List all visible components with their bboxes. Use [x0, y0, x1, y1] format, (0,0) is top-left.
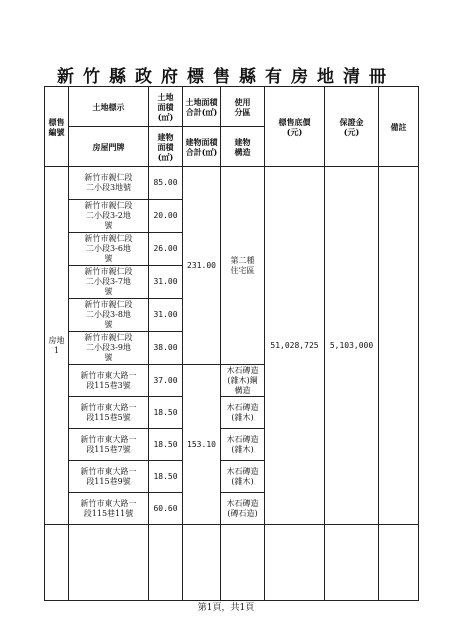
land-location: 新竹市親仁段二小段3-6地號: [69, 233, 149, 266]
land-location: 新竹市親仁段二小段3地號: [69, 167, 149, 200]
empty-cell: [149, 525, 183, 601]
property-sale-table: [44, 86, 419, 601]
header-reserve-price: 標售底價(元): [265, 87, 325, 167]
building-area-total: 153.10: [183, 365, 221, 525]
land-area: 31.00: [149, 299, 183, 332]
house-address: 新竹市東大路一段115巷7號: [69, 429, 149, 461]
house-address: 新竹市東大路一段115巷3號: [69, 365, 149, 397]
house-address: 新竹市東大路一段115巷11號: [69, 493, 149, 525]
header-remarks: 備註: [379, 87, 419, 167]
header-land-area-total: 土地面積合計(㎡): [183, 87, 221, 127]
empty-cell: [221, 525, 265, 601]
header-deposit: 保證金(元): [325, 87, 379, 167]
land-area: 38.00: [149, 332, 183, 365]
land-location: 新竹市親仁段二小段3-2地號: [69, 200, 149, 233]
building-area: 37.00: [149, 365, 183, 397]
building-structure: 木石磚造(磚石造): [221, 493, 265, 525]
header-building-structure: 建物構造: [221, 127, 265, 167]
empty-cell: [265, 525, 325, 601]
header-zoning: 使用分區: [221, 87, 265, 127]
header-house-address: 房屋門牌: [69, 127, 149, 167]
land-area: 26.00: [149, 233, 183, 266]
remarks-value: [379, 167, 419, 525]
empty-cell: [45, 525, 69, 601]
land-area: 20.00: [149, 200, 183, 233]
page-footer: 第1頁，共1頁: [197, 603, 255, 613]
document-title: 新竹縣政府標售縣有房地清冊: [57, 67, 395, 87]
building-area: 18.50: [149, 397, 183, 429]
header-building-area: 建物面積(㎡): [149, 127, 183, 167]
building-area: 18.50: [149, 429, 183, 461]
building-area: 18.50: [149, 461, 183, 493]
building-structure: 木石磚造(雜木): [221, 397, 265, 429]
building-structure: 木石磚造(雜木): [221, 461, 265, 493]
header-sale-no: 標售編號: [45, 87, 69, 167]
house-address: 新竹市東大路一段115巷5號: [69, 397, 149, 429]
header-building-area-total: 建物面積合計(㎡): [183, 127, 221, 167]
empty-cell: [69, 525, 149, 601]
land-area: 31.00: [149, 266, 183, 299]
header-land-area: 土地面積(㎡): [149, 87, 183, 127]
land-location: 新竹市親仁段二小段3-8地號: [69, 299, 149, 332]
land-area-total: 231.00: [183, 167, 221, 365]
header-land-label: 土地標示: [69, 87, 149, 127]
land-location: 新竹市親仁段二小段3-9地號: [69, 332, 149, 365]
sale-no-cell: 房地1: [45, 167, 69, 525]
land-area: 85.00: [149, 167, 183, 200]
building-structure: 木石磚造(雜木): [221, 429, 265, 461]
empty-cell: [183, 525, 221, 601]
land-location: 新竹市親仁段二小段3-7地號: [69, 266, 149, 299]
building-area: 60.60: [149, 493, 183, 525]
empty-cell: [379, 525, 419, 601]
zoning-value: 第二種住宅區: [221, 167, 265, 365]
deposit-value: 5,103,000: [325, 167, 379, 525]
building-structure: 木石磚造(雜木)鋼構造: [221, 365, 265, 397]
empty-cell: [325, 525, 379, 601]
reserve-price-value: 51,028,725: [265, 167, 325, 525]
house-address: 新竹市東大路一段115巷9號: [69, 461, 149, 493]
